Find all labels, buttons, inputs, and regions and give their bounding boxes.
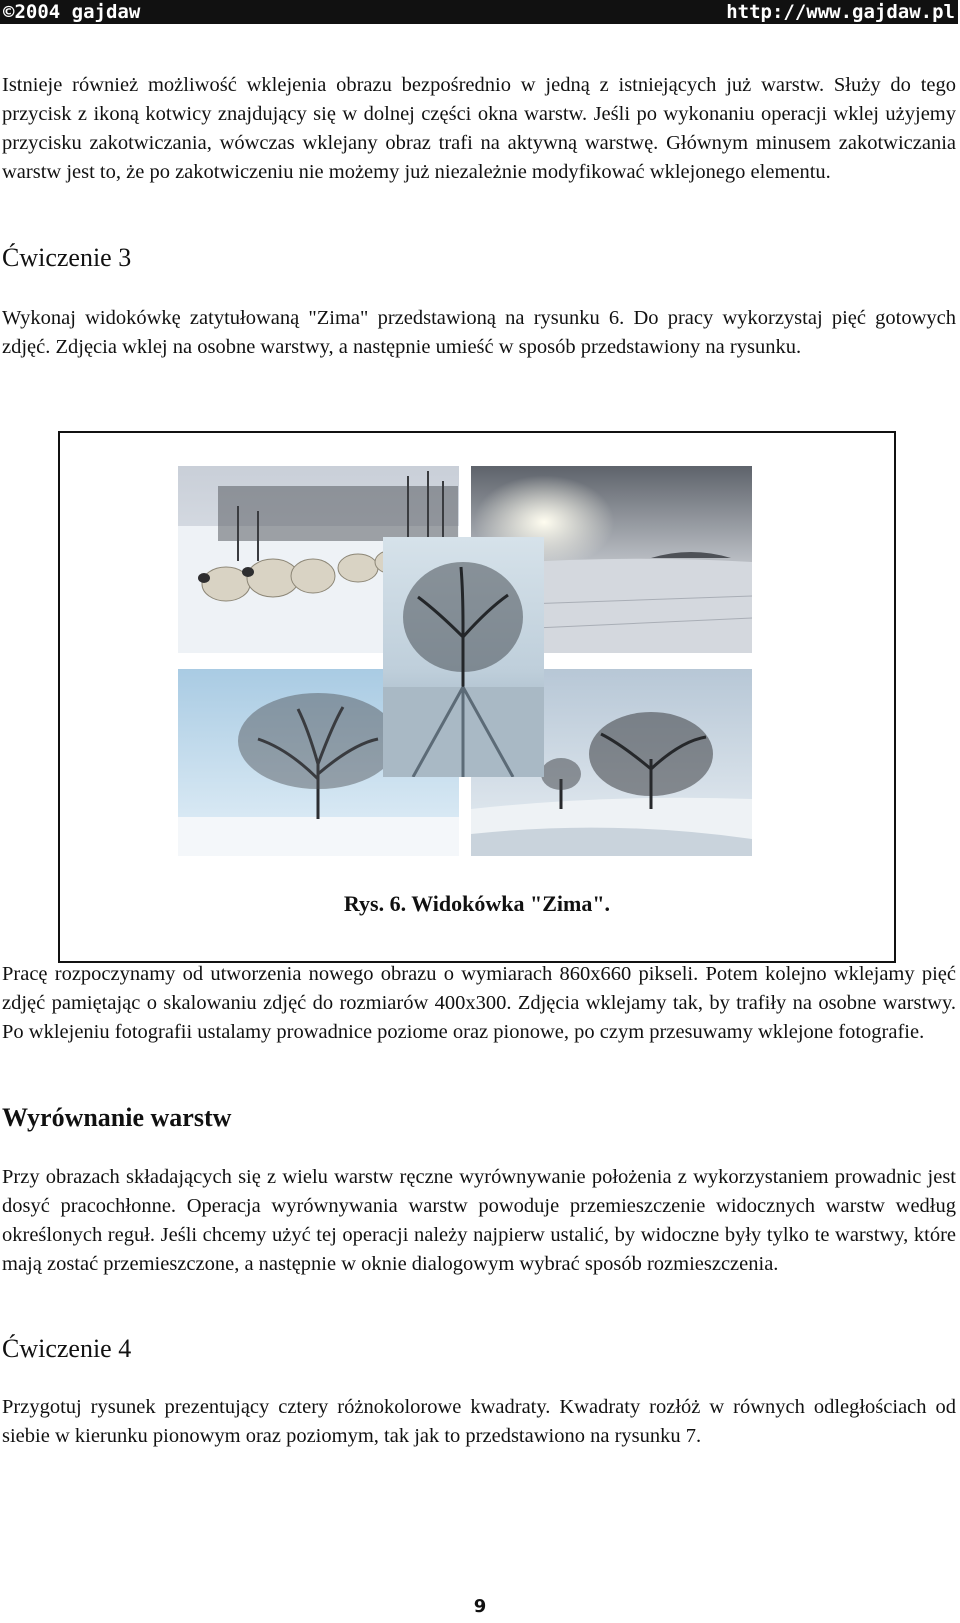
exercise-3-heading: Ćwiczenie 3 — [2, 243, 132, 272]
exercise-4-text: Przygotuj rysunek prezentujący cztery różnokolorowe kwadraty. Kwadraty rozłóż w równych odległościach od siebie w kierunku pionowym oraz poziomym, tak jak to przedstawiono na rysunku 7. — [2, 1396, 956, 1447]
page-header — [0, 0, 958, 24]
photo-frosted-tree-center — [383, 537, 544, 777]
page-number: 9 — [473, 1596, 487, 1617]
figure-caption: Rys. 6. Widokówka "Zima". — [343, 891, 611, 916]
section-heading-wyrownanie: Wyrównanie warstw — [2, 1103, 232, 1132]
intro-paragraph: Istnieje również możliwość wklejenia obrazu bezpośrednio w jedną z istniejących już warstw. Służy do tego przycisk z ikoną kotwicy znajdujący się w dolnej części okna warstw. Jeśli po wykonaniu operacji wklej użyjemy przycisku zakotwiczania, wówczas wklejany obraz trafi na aktywną warstwę. Głównym minusem zakotwiczania warstw jest to, że po zakotwiczeniu nie możemy już niezależnie modyfikować wklejonego elementu. — [2, 74, 956, 183]
exercise-4-heading: Ćwiczenie 4 — [2, 1334, 132, 1363]
paragraph-new-image: Pracę rozpoczynamy od utworzenia nowego obrazu o wymiarach 860x660 pikseli. Potem kolejno wklejamy pięć zdjęć pamiętając o skalowaniu zdjęć do rozmiarów 400x300. Zdjęcia wklejamy tak, by trafiły na osobne warstwy. Po wklejeniu fotografii ustalamy prowadnice poziome oraz pionowe, po czym przesuwamy wklejone fotografie. — [2, 963, 956, 1043]
exercise-3-text: Wykonaj widokówkę zatytułowaną "Zima" przedstawioną na rysunku 6. Do pracy wykorzystaj pięć gotowych zdjęć. Zdjęcia wklej na osobne warstwy, a następnie umieść w sposób przedstawiony na rysunku. — [2, 307, 956, 358]
header-copyright: ©2004 gajdaw — [3, 1, 141, 23]
header-url[interactable]: http://www.gajdaw.pl — [726, 1, 955, 23]
section-text-wyrownanie: Przy obrazach składających się z wielu warstw ręczne wyrównywanie położenia z wykorzystaniem prowadnic jest dosyć pracochłonne. Operacja wyrównywania warstw powoduje przemieszczenie widocznych warstw według określonych reguł. Jeśli chcemy użyć tej operacji należy najpierw ustalić, by widoczne były tylko te warstwy, które mają zostać przemieszczone, a następnie w oknie dialogowym wybrać sposób rozmieszczenia. — [2, 1166, 956, 1275]
figure-winter-postcard — [58, 431, 896, 963]
